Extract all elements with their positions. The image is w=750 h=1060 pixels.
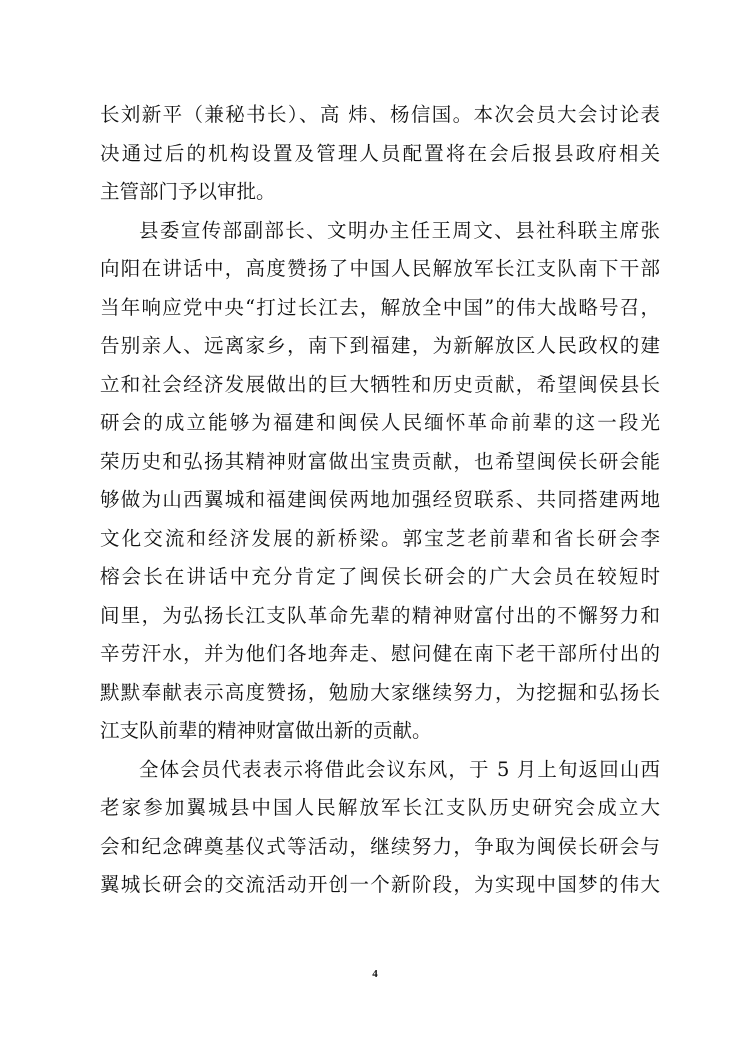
text-line: 榕会长在讲话中充分肯定了闽侯长研会的广大会员在较短时 xyxy=(100,565,660,588)
text-line: 长刘新平（兼秘书长）、高 炜、杨信国。本次会员大会讨论表 xyxy=(100,103,660,126)
text-line: 告别亲人、远离家乡，南下到福建，为新解放区人民政权的建 xyxy=(100,334,660,357)
text-line: 翼城长研会的交流活动开创一个新阶段，为实现中国梦的伟大 xyxy=(100,873,660,896)
text-line: 老家参加翼城县中国人民解放军长江支队历史研究会成立大 xyxy=(100,796,660,819)
text-line: 向阳在讲话中，高度赞扬了中国人民解放军长江支队南下干部 xyxy=(100,257,660,280)
paragraph-2 xyxy=(100,212,660,751)
page-number: 4 xyxy=(372,968,378,980)
text-line: 县委宣传部副部长、文明办主任王周文、县社科联主席张 xyxy=(139,218,660,242)
text-line: 文化交流和经济发展的新桥梁。郭宝芝老前辈和省长研会李 xyxy=(100,526,660,550)
text-line: 研会的成立能够为福建和闽侯人民缅怀革命前辈的这一段光 xyxy=(100,411,660,434)
text-line: 默默奉献表示高度赞扬，勉励大家继续努力，为挖掘和弘扬长 xyxy=(100,680,660,704)
text-line: 间里，为弘扬长江支队革命先辈的精神财富付出的不懈努力和 xyxy=(100,603,660,627)
text-line: 够做为山西翼城和福建闽侯两地加强经贸联系、共同搭建两地 xyxy=(100,488,660,511)
text-line: 主管部门予以审批。 xyxy=(100,180,276,203)
text-line: 会和纪念碑奠基仪式等活动，继续努力，争取为闽侯长研会与 xyxy=(100,834,660,858)
text-line: 全体会员代表表示将借此会议东风，于 5 月上旬返回山西 xyxy=(139,757,660,781)
text-line: 决通过后的机构设置及管理人员配置将在会后报县政府相关 xyxy=(100,141,660,165)
paragraph-1 xyxy=(100,96,660,212)
text-line: 立和社会经济发展做出的巨大牺牲和历史贡献，希望闽侯县长 xyxy=(100,372,660,396)
text-line: 当年响应党中央“打过长江去，解放全中国”的伟大战略号召， xyxy=(100,295,660,319)
text-line: 江支队前辈的精神财富做出新的贡献。 xyxy=(100,719,432,742)
text-line: 辛劳汗水，并为他们各地奔走、慰问健在南下老干部所付出的 xyxy=(100,642,660,665)
body-text xyxy=(100,96,660,905)
text-line: 荣历史和弘扬其精神财富做出宝贵贡献，也希望闽侯长研会能 xyxy=(100,449,660,473)
paragraph-3 xyxy=(100,751,660,905)
